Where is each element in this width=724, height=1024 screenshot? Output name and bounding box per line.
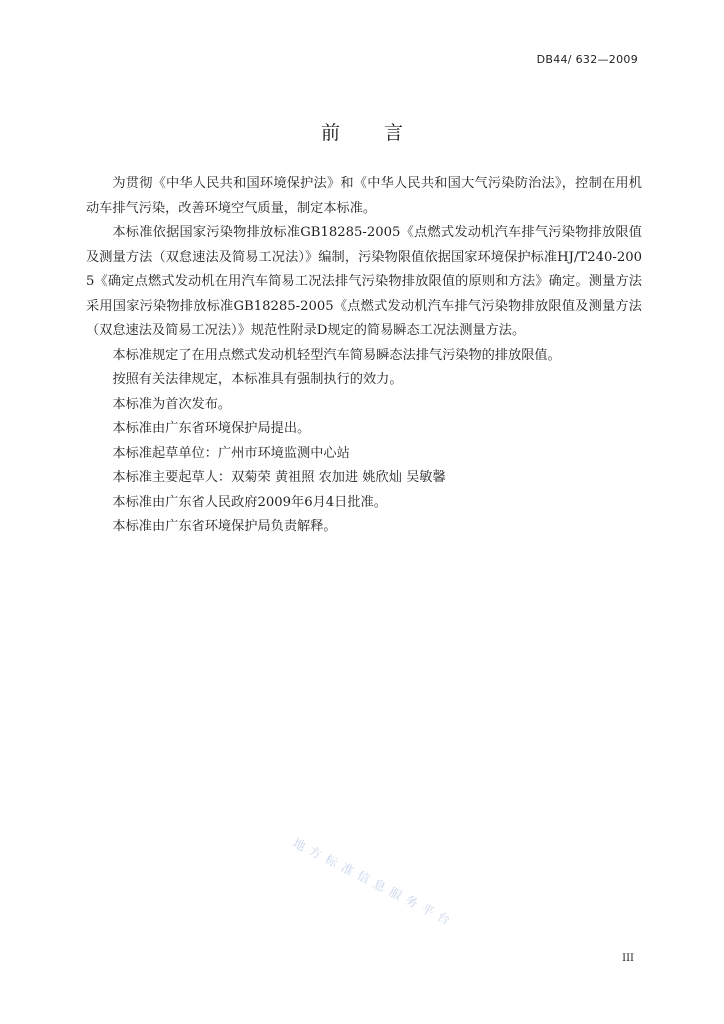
paragraph-interpretation: 本标准由广东省环境保护局负责解释。 [112, 519, 337, 534]
paragraph-legal-effect: 按照有关法律规定，本标准具有强制执行的效力。 [112, 372, 403, 387]
paragraph-drafting-unit: 本标准起草单位：广州市环境监测中心站 [112, 445, 350, 461]
page-title: 前言 [320, 122, 447, 144]
paragraph-approval: 本标准由广东省人民政府2009年6月4日批准。 [112, 494, 387, 510]
paragraph-drafters: 本标准主要起草人：双菊荣 黄祖照 农加进 姚欣灿 吴敏馨 [112, 470, 446, 485]
watermark: 地方标准信息服务平台 [290, 835, 458, 930]
paragraph-basis: 本标准依据国家污染物排放标准GB18285-2005《点燃式发动机汽车排气污染物排放限值及测量方法（双怠速法及简易工况法）》编制，污染物限值依据国家环境保护标准HJ/T240-2005《确定点燃式发动机在用汽车简易工况法排气污染物排放限值的原则和方法》确定。测量方法采用国家污染物排放标准GB18285-2005《点燃式发动机汽车排气污染物排放限值及测量方法（双怠速法及简易工况法）》规范性附录D规定的简易瞬态工况法测量方法。 [86, 225, 642, 338]
paragraph-first-release: 本标准为首次发布。 [112, 396, 232, 412]
paragraph-purpose: 为贯彻《中华人民共和国环境保护法》和《中华人民共和国大气污染防治法》，控制在用机动车排气污染，改善环境空气质量，制定本标准。 [86, 176, 642, 216]
page-number: III [622, 953, 634, 964]
document-number: DB44/ 632—2009 [536, 53, 638, 66]
paragraph-proposer: 本标准由广东省环境保护局提出。 [112, 421, 311, 436]
paragraph-scope: 本标准规定了在用点燃式发动机轻型汽车简易瞬态法排气污染物的排放限值。 [112, 347, 561, 363]
foreword-body [86, 172, 642, 540]
